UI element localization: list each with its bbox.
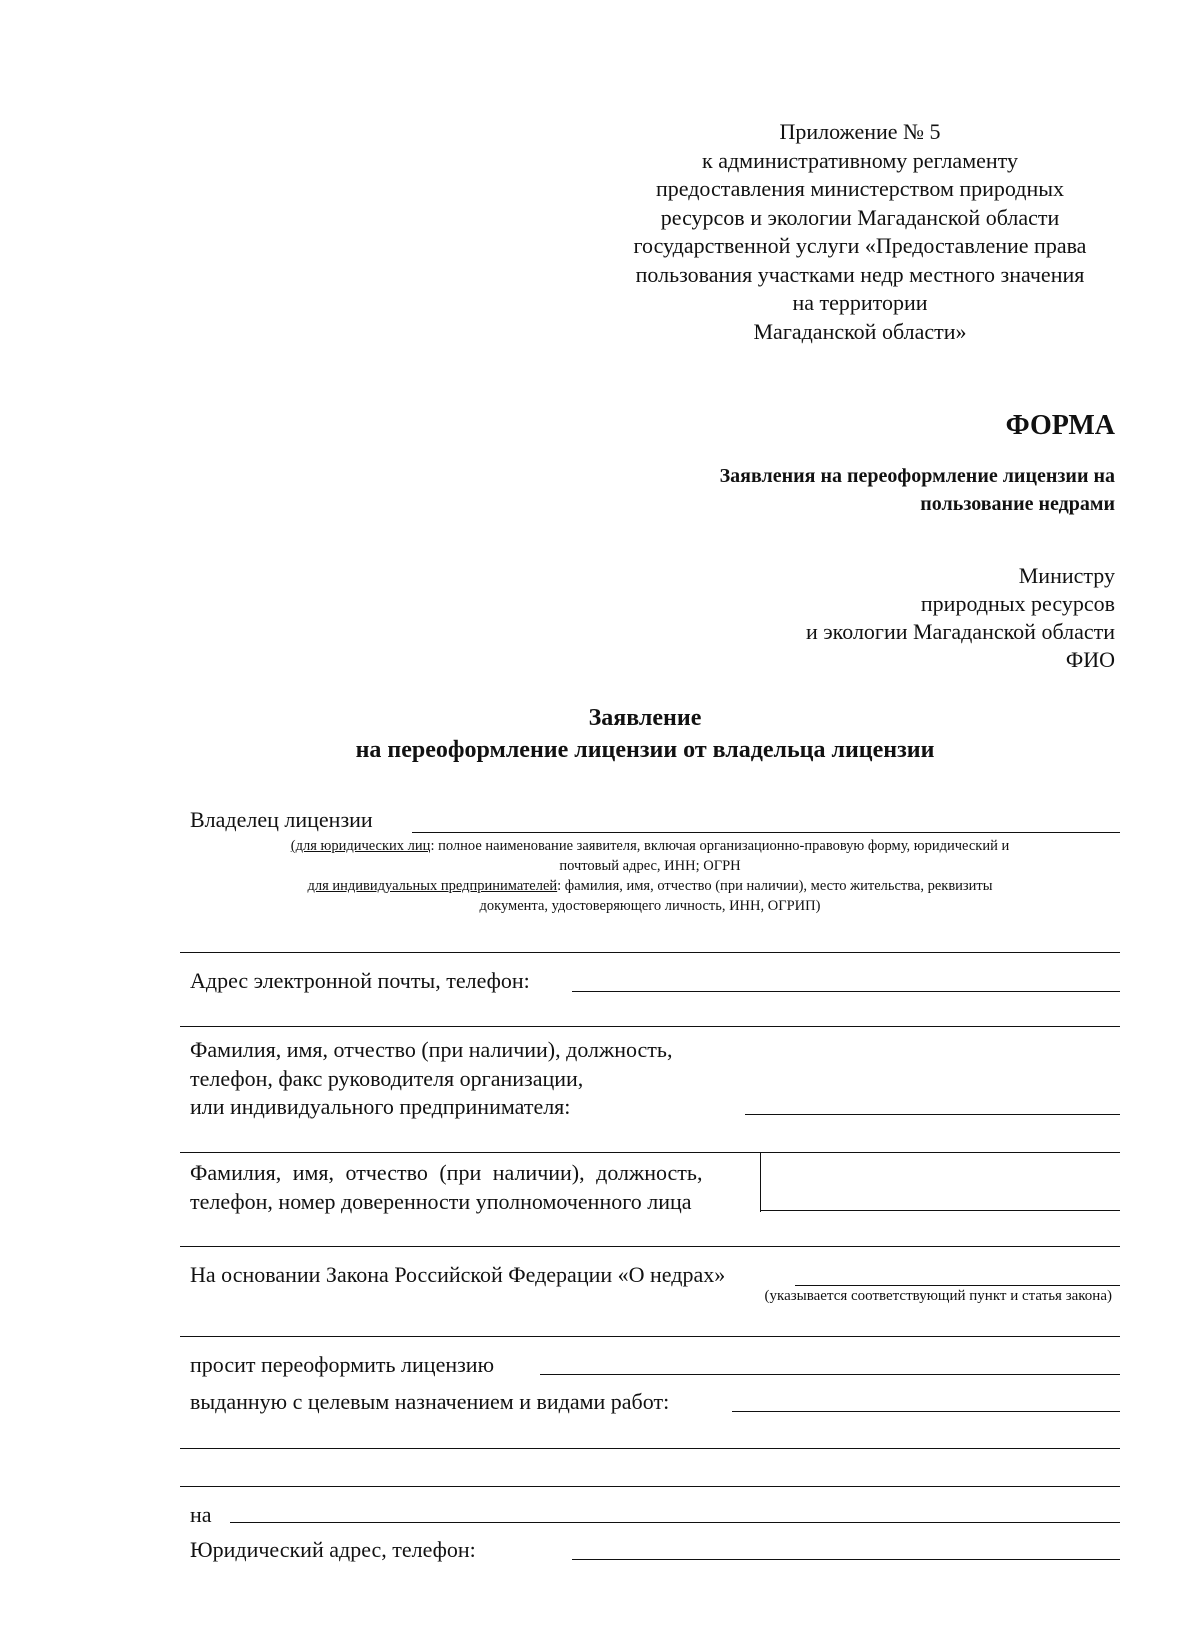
legal-address-label: Юридический адрес, телефон: bbox=[190, 1537, 476, 1562]
owner-note-legal-text: : полное наименование заявителя, включая организационно-правовую форму, юридический и bbox=[430, 838, 1010, 854]
proxy-label-1: Фамилия, имя, отчество (при наличии), должность, bbox=[190, 1160, 703, 1185]
appendix-line: ресурсов и экологии Магаданской области bbox=[660, 204, 1060, 230]
purpose-extra-line-1[interactable] bbox=[180, 1448, 1120, 1449]
appendix-line: Приложение № 5 bbox=[779, 119, 941, 144]
reissue-input-line[interactable] bbox=[540, 1374, 1120, 1375]
appendix-header bbox=[600, 118, 1120, 346]
law-label: На основании Закона Российской Федерации «О недрах» bbox=[190, 1262, 726, 1287]
head-label-2: телефон, факс руководителя организации, bbox=[190, 1066, 584, 1091]
form-subheading bbox=[555, 462, 1115, 518]
appendix-line: пользования участками недр местного значения bbox=[635, 261, 1085, 287]
addressee-line: Министру bbox=[1018, 563, 1115, 588]
addressee-line: природных ресурсов bbox=[920, 591, 1115, 616]
appendix-line: на территории bbox=[792, 290, 928, 315]
owner-note-ip-text2: документа, удостоверяющего личность, ИНН, ОГРИП) bbox=[479, 898, 821, 914]
purpose-extra-line-2[interactable] bbox=[180, 1486, 1120, 1487]
addressee-line: и экологии Магаданской области bbox=[805, 619, 1115, 644]
email-input-line[interactable] bbox=[572, 991, 1120, 992]
proxy-extra-line[interactable] bbox=[180, 1246, 1120, 1247]
document-subtitle: на переоформление лицензии от владельца лицензии bbox=[355, 737, 935, 763]
reissue-label: просит переоформить лицензию bbox=[190, 1352, 495, 1377]
appendix-line: Магаданской области» bbox=[753, 318, 967, 344]
law-extra-line[interactable] bbox=[180, 1336, 1120, 1337]
owner-note-legal-prefix: (для юридических лиц bbox=[290, 838, 431, 854]
appendix-line: государственной услуги «Предоставление права bbox=[633, 233, 1087, 258]
owner-extra-line[interactable] bbox=[180, 952, 1120, 953]
owner-note-legal-text2: почтовый адрес, ИНН; ОГРН bbox=[559, 858, 741, 874]
owner-note bbox=[180, 836, 1120, 916]
legal-address-input-line[interactable] bbox=[572, 1559, 1120, 1560]
head-label-3: или индивидуального предпринимателя: bbox=[190, 1094, 571, 1119]
owner-note-ip-text: : фамилия, имя, отчество (при наличии), место жительства, реквизиты bbox=[557, 878, 993, 894]
email-extra-line[interactable] bbox=[180, 1026, 1120, 1027]
owner-note-ip-prefix: для индивидуальных предпринимателей bbox=[307, 878, 558, 894]
law-input-line[interactable] bbox=[795, 1285, 1120, 1286]
head-input-line[interactable] bbox=[745, 1114, 1120, 1115]
law-note: (указывается соответствующий пункт и статья закона) bbox=[764, 1288, 1112, 1304]
appendix-line: предоставления министерством природных bbox=[655, 176, 1065, 201]
head-label-1: Фамилия, имя, отчество (при наличии), должность, bbox=[190, 1037, 673, 1062]
purpose-input-line[interactable] bbox=[732, 1411, 1120, 1412]
proxy-label-2: телефон, номер доверенности уполномоченного лица bbox=[190, 1189, 692, 1214]
head-extra-line[interactable] bbox=[180, 1152, 1120, 1153]
addressee-line: ФИО bbox=[1065, 647, 1115, 672]
form-subheading-line: Заявления на переоформление лицензии на bbox=[719, 465, 1115, 487]
email-label: Адрес электронной почты, телефон: bbox=[190, 968, 530, 993]
form-heading: ФОРМА bbox=[1005, 410, 1115, 441]
owner-input-line[interactable] bbox=[412, 832, 1120, 833]
proxy-input-line[interactable] bbox=[760, 1210, 1120, 1211]
form-subheading-line: пользование недрами bbox=[920, 493, 1115, 515]
owner-label: Владелец лицензии bbox=[190, 807, 373, 832]
document-title: Заявление bbox=[588, 705, 702, 731]
purpose-label: выданную с целевым назначением и видами работ: bbox=[190, 1389, 670, 1414]
on-label: на bbox=[190, 1502, 212, 1527]
addressee-block bbox=[806, 562, 1115, 674]
on-input-line[interactable] bbox=[230, 1522, 1120, 1523]
proxy-divider bbox=[760, 1152, 761, 1212]
appendix-line: к административному регламенту bbox=[702, 147, 1018, 173]
